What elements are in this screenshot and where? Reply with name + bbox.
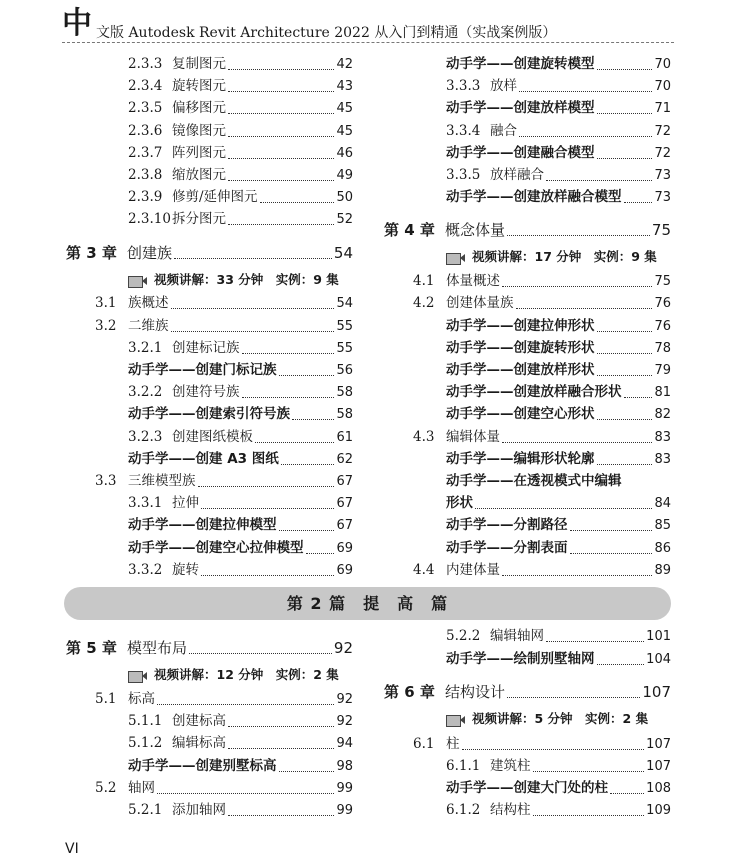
camera-lens — [460, 254, 465, 262]
camera-body — [128, 276, 143, 288]
toc-entry — [446, 359, 671, 381]
dot-leader — [507, 234, 650, 236]
entry-title: 复制图元 — [172, 56, 226, 72]
toc-entry — [128, 710, 353, 732]
dot-leader — [201, 574, 334, 576]
toc-entry — [128, 186, 353, 208]
entry-page: 78 — [654, 341, 671, 356]
dot-leader — [260, 201, 335, 203]
entry-title: 动手学——创建空心形状 — [446, 406, 595, 422]
entry-page: 99 — [336, 803, 353, 818]
entry-page: 67 — [336, 474, 353, 489]
entry-title: 族概述 — [128, 295, 169, 311]
dot-leader — [242, 352, 335, 354]
toc-entry — [446, 142, 671, 164]
entry-page: 62 — [336, 452, 353, 467]
entry-page: 83 — [654, 452, 671, 467]
entry-page: 86 — [654, 541, 671, 556]
entry-page: 69 — [336, 541, 353, 556]
dot-leader — [516, 307, 653, 309]
toc-entry — [446, 492, 671, 514]
entry-number: 3.3 — [95, 473, 117, 489]
dot-leader — [533, 814, 645, 816]
entry-page: 104 — [646, 652, 671, 667]
entry-title: 轴网 — [128, 780, 155, 796]
dot-leader — [171, 307, 335, 309]
dot-leader — [228, 68, 334, 70]
entry-title: 三维模型族 — [128, 473, 196, 489]
entry-page: 85 — [654, 518, 671, 533]
toc-entry — [128, 559, 353, 581]
entry-page: 45 — [336, 124, 353, 139]
dot-leader — [597, 374, 653, 376]
entry-page: 73 — [654, 168, 671, 183]
dot-leader — [157, 792, 334, 794]
dot-leader — [519, 90, 652, 92]
entry-number: 3.2 — [95, 318, 117, 334]
entry-number: 3.3.2 — [128, 562, 163, 578]
entry-page: 54 — [336, 296, 353, 311]
video-camera-icon — [128, 669, 148, 682]
entry-page: 70 — [654, 79, 671, 94]
entry-number: 5.1.2 — [128, 735, 163, 751]
video-camera-icon — [446, 713, 466, 726]
page-number: VI — [65, 841, 79, 857]
toc-entry — [446, 625, 671, 647]
dot-leader — [255, 441, 334, 443]
dot-leader — [242, 396, 335, 398]
entry-page: 61 — [336, 430, 353, 445]
entry-number: 4.1 — [413, 273, 435, 289]
toc-entry — [413, 270, 671, 292]
entry-title: 编辑标高 — [172, 735, 226, 751]
entry-title: 动手学——创建索引符号族 — [128, 406, 290, 422]
chapter-number: 第 3 章 — [66, 244, 117, 262]
entry-title: 动手学——绘制别墅轴网 — [446, 651, 595, 667]
entry-page: 75 — [654, 274, 671, 289]
entry-title: 添加轴网 — [172, 802, 226, 818]
entry-title: 创建标高 — [172, 713, 226, 729]
entry-title: 拆分图元 — [172, 211, 226, 227]
entry-number: 5.2.2 — [446, 628, 481, 644]
chapter-page: 107 — [642, 683, 671, 701]
entry-title: 融合 — [490, 123, 517, 139]
toc-entry — [446, 514, 671, 536]
entry-page: 52 — [336, 212, 353, 227]
entry-page: 55 — [336, 341, 353, 356]
entry-title: 动手学——在透视模式中编辑 — [446, 473, 622, 489]
entry-title: 编辑体量 — [446, 429, 500, 445]
entry-number: 6.1 — [413, 736, 435, 752]
entry-title: 动手学——创建旋转模型 — [446, 56, 595, 72]
entry-number: 6.1.1 — [446, 758, 481, 774]
entry-page: 109 — [646, 803, 671, 818]
toc-entry — [446, 164, 671, 186]
dot-leader — [597, 663, 645, 665]
toc-entry — [128, 120, 353, 142]
entry-page: 58 — [336, 407, 353, 422]
entry-page: 58 — [336, 385, 353, 400]
header-initial: 中 — [62, 6, 90, 41]
dot-leader — [228, 157, 334, 159]
entry-title: 动手学——编辑形状轮廓 — [446, 451, 595, 467]
entry-number: 5.1 — [95, 691, 117, 707]
dot-leader — [462, 748, 645, 750]
entry-page: 94 — [336, 736, 353, 751]
toc-entry — [95, 777, 353, 799]
video-info-text: 视频讲解：12 分钟 实例：2 集 — [154, 667, 339, 682]
dot-leader — [228, 223, 334, 225]
dot-leader — [519, 135, 652, 137]
toc-entry — [446, 53, 671, 75]
dot-leader — [546, 179, 652, 181]
entry-number: 3.3.3 — [446, 78, 481, 94]
entry-number: 2.3.5 — [128, 100, 163, 116]
entry-page: 46 — [336, 146, 353, 161]
dot-leader — [597, 418, 653, 420]
entry-number: 5.1.1 — [128, 713, 163, 729]
dot-leader — [228, 90, 334, 92]
dot-leader — [281, 463, 335, 465]
chapter-title: 概念体量 — [445, 221, 506, 239]
dot-leader — [279, 374, 335, 376]
entry-page: 43 — [336, 79, 353, 94]
camera-body — [128, 671, 143, 683]
dot-leader — [228, 747, 334, 749]
toc-entry — [446, 470, 671, 492]
toc-entry — [128, 732, 353, 754]
entry-page: 107 — [646, 759, 671, 774]
entry-title: 动手学——创建旋转形状 — [446, 340, 595, 356]
dot-leader — [475, 507, 652, 509]
toc-entry — [128, 359, 353, 381]
entry-title: 结构柱 — [490, 802, 531, 818]
toc-entry — [446, 315, 671, 337]
dot-leader — [507, 696, 640, 698]
entry-title: 动手学——创建门标记族 — [128, 362, 277, 378]
chapter-heading — [66, 637, 353, 659]
entry-page: 76 — [654, 319, 671, 334]
entry-number: 5.2 — [95, 780, 117, 796]
entry-number: 6.1.2 — [446, 802, 481, 818]
toc-entry — [413, 426, 671, 448]
entry-title: 动手学——创建融合模型 — [446, 145, 595, 161]
dot-leader — [228, 179, 334, 181]
chapter-page: 75 — [651, 221, 671, 239]
video-info — [446, 709, 648, 729]
chapter-number: 第 5 章 — [66, 639, 117, 657]
entry-number: 5.2.1 — [128, 802, 163, 818]
toc-entry — [413, 292, 671, 314]
entry-page: 82 — [654, 407, 671, 422]
toc-entry — [413, 559, 671, 581]
dot-leader — [228, 814, 334, 816]
dot-leader — [624, 201, 653, 203]
entry-title: 创建符号族 — [172, 384, 240, 400]
entry-number: 3.1 — [95, 295, 117, 311]
entry-number: 2.3.9 — [128, 189, 163, 205]
entry-number: 2.3.3 — [128, 56, 163, 72]
entry-number: 4.2 — [413, 295, 435, 311]
entry-title: 动手学——创建放样形状 — [446, 362, 595, 378]
toc-entry — [128, 755, 353, 777]
chapter-number: 第 6 章 — [384, 683, 435, 701]
toc-entry — [446, 120, 671, 142]
camera-lens — [460, 716, 465, 724]
dot-leader — [597, 157, 653, 159]
entry-title: 动手学——创建大门处的柱 — [446, 780, 608, 796]
entry-title: 动手学——创建放样融合模型 — [446, 189, 622, 205]
entry-page: 72 — [654, 124, 671, 139]
entry-page: 69 — [336, 563, 353, 578]
part-banner: 第 2 篇 提 高 篇 — [64, 587, 671, 620]
entry-title: 旋转 — [172, 562, 199, 578]
video-info — [128, 665, 339, 685]
dot-leader — [171, 330, 335, 332]
video-camera-icon — [446, 251, 466, 264]
entry-page: 76 — [654, 296, 671, 311]
toc-entry — [128, 514, 353, 536]
entry-title: 创建标记族 — [172, 340, 240, 356]
header-title: 文版 Autodesk Revit Architecture 2022 从入门到精通（实战案例版） — [96, 25, 557, 41]
dot-leader — [597, 352, 653, 354]
toc-entry — [128, 53, 353, 75]
dot-leader — [198, 485, 335, 487]
entry-number: 3.3.1 — [128, 495, 163, 511]
entry-page: 67 — [336, 496, 353, 511]
dot-leader — [597, 112, 653, 114]
toc-entry — [95, 688, 353, 710]
entry-title: 创建图纸模板 — [172, 429, 253, 445]
entry-title: 动手学——创建别墅标高 — [128, 758, 277, 774]
entry-page: 55 — [336, 319, 353, 334]
entry-title: 动手学——创建拉伸模型 — [128, 517, 277, 533]
entry-page: 107 — [646, 737, 671, 752]
dot-leader — [502, 285, 652, 287]
toc-entry — [128, 208, 353, 230]
entry-title: 放样 — [490, 78, 517, 94]
running-header — [62, 8, 674, 43]
dot-leader — [597, 463, 653, 465]
dot-leader — [228, 135, 334, 137]
toc-entry — [128, 426, 353, 448]
video-info-text: 视频讲解：5 分钟 实例：2 集 — [472, 711, 649, 726]
entry-number: 2.3.7 — [128, 145, 163, 161]
entry-number: 2.3.6 — [128, 123, 163, 139]
toc-entry — [446, 755, 671, 777]
entry-page: 73 — [654, 190, 671, 205]
dot-leader — [570, 552, 653, 554]
dot-leader — [546, 640, 644, 642]
toc-entry — [446, 799, 671, 821]
toc-entry — [128, 142, 353, 164]
entry-number: 2.3.10 — [128, 211, 171, 227]
chapter-heading — [384, 681, 671, 703]
video-info — [128, 270, 339, 290]
toc-entry — [95, 470, 353, 492]
dot-leader — [228, 725, 334, 727]
entry-title: 动手学——分割表面 — [446, 540, 568, 556]
entry-page: 101 — [646, 629, 671, 644]
chapter-title: 模型布局 — [127, 639, 188, 657]
dot-leader — [502, 441, 652, 443]
toc-entry — [128, 403, 353, 425]
entry-page: 81 — [654, 385, 671, 400]
toc-entry — [446, 337, 671, 359]
camera-lens — [142, 277, 147, 285]
entry-title: 放样融合 — [490, 167, 544, 183]
entry-title: 缩放图元 — [172, 167, 226, 183]
entry-number: 3.3.5 — [446, 167, 481, 183]
entry-page: 92 — [336, 714, 353, 729]
entry-number: 3.2.2 — [128, 384, 163, 400]
entry-number: 2.3.4 — [128, 78, 163, 94]
entry-title: 形状 — [446, 495, 473, 511]
toc-entry — [446, 648, 671, 670]
entry-number: 3.2.1 — [128, 340, 163, 356]
entry-page: 70 — [654, 57, 671, 72]
entry-title: 编辑轴网 — [490, 628, 544, 644]
entry-page: 83 — [654, 430, 671, 445]
entry-number: 4.4 — [413, 562, 435, 578]
entry-page: 72 — [654, 146, 671, 161]
entry-title: 拉伸 — [172, 495, 199, 511]
toc-entry — [446, 381, 671, 403]
camera-body — [446, 253, 461, 265]
dot-leader — [306, 552, 335, 554]
chapter-title: 结构设计 — [445, 683, 506, 701]
entry-page: 99 — [336, 781, 353, 796]
toc-entry — [446, 777, 671, 799]
dot-leader — [292, 418, 334, 420]
entry-title: 旋转图元 — [172, 78, 226, 94]
video-camera-icon — [128, 274, 148, 287]
entry-title: 偏移图元 — [172, 100, 226, 116]
entry-title: 标高 — [128, 691, 155, 707]
entry-title: 建筑柱 — [490, 758, 531, 774]
entry-title: 镜像图元 — [172, 123, 226, 139]
dot-leader — [597, 68, 653, 70]
chapter-number: 第 4 章 — [384, 221, 435, 239]
toc-entry — [128, 75, 353, 97]
entry-page: 67 — [336, 518, 353, 533]
toc-entry — [95, 315, 353, 337]
entry-title: 创建体量族 — [446, 295, 514, 311]
entry-title: 体量概述 — [446, 273, 500, 289]
chapter-page: 92 — [333, 639, 353, 657]
entry-title: 修剪/延伸图元 — [172, 189, 258, 205]
entry-number: 4.3 — [413, 429, 435, 445]
entry-page: 50 — [336, 190, 353, 205]
chapter-title: 创建族 — [127, 244, 173, 262]
entry-title: 二维族 — [128, 318, 169, 334]
dot-leader — [201, 507, 334, 509]
entry-page: 108 — [646, 781, 671, 796]
entry-page: 42 — [336, 57, 353, 72]
toc-entry — [446, 97, 671, 119]
entry-page: 45 — [336, 101, 353, 116]
dot-leader — [597, 330, 653, 332]
dot-leader — [570, 529, 653, 531]
entry-title: 柱 — [446, 736, 460, 752]
entry-title: 内建体量 — [446, 562, 500, 578]
toc-entry — [446, 448, 671, 470]
dot-leader — [228, 112, 334, 114]
camera-lens — [142, 672, 147, 680]
entry-title: 动手学——创建放样融合形状 — [446, 384, 622, 400]
entry-title: 动手学——创建空心拉伸模型 — [128, 540, 304, 556]
dot-leader — [610, 792, 644, 794]
entry-title: 动手学——创建 A3 图纸 — [128, 451, 279, 467]
camera-body — [446, 715, 461, 727]
entry-page: 71 — [654, 101, 671, 116]
entry-page: 98 — [336, 759, 353, 774]
video-info-text: 视频讲解：33 分钟 实例：9 集 — [154, 272, 339, 287]
entry-number: 2.3.8 — [128, 167, 163, 183]
toc-entry — [128, 799, 353, 821]
dot-leader — [502, 574, 652, 576]
dot-leader — [279, 770, 335, 772]
dot-leader — [533, 770, 645, 772]
entry-page: 79 — [654, 363, 671, 378]
chapter-heading — [66, 242, 353, 264]
chapter-heading — [384, 219, 671, 241]
entry-page: 56 — [336, 363, 353, 378]
toc-entry — [128, 97, 353, 119]
toc-entry — [413, 733, 671, 755]
toc-entry — [128, 492, 353, 514]
chapter-page: 54 — [333, 244, 353, 262]
toc-entry — [446, 537, 671, 559]
toc-entry — [128, 381, 353, 403]
entry-title: 动手学——创建拉伸形状 — [446, 318, 595, 334]
toc-entry — [446, 403, 671, 425]
dot-leader — [189, 652, 332, 654]
toc-entry — [446, 186, 671, 208]
entry-title: 阵列图元 — [172, 145, 226, 161]
entry-number: 3.2.3 — [128, 429, 163, 445]
dot-leader — [174, 257, 332, 259]
entry-number: 3.3.4 — [446, 123, 481, 139]
entry-page: 84 — [654, 496, 671, 511]
toc-entry — [128, 448, 353, 470]
toc-entry — [128, 337, 353, 359]
toc-entry — [95, 292, 353, 314]
toc-entry — [446, 75, 671, 97]
toc-entry — [128, 537, 353, 559]
entry-page: 49 — [336, 168, 353, 183]
entry-title: 动手学——分割路径 — [446, 517, 568, 533]
entry-page: 89 — [654, 563, 671, 578]
entry-page: 92 — [336, 692, 353, 707]
toc-entry — [128, 164, 353, 186]
video-info — [446, 247, 657, 267]
dot-leader — [279, 529, 335, 531]
dot-leader — [624, 396, 653, 398]
video-info-text: 视频讲解：17 分钟 实例：9 集 — [472, 249, 657, 264]
entry-title: 动手学——创建放样模型 — [446, 100, 595, 116]
dot-leader — [157, 703, 334, 705]
